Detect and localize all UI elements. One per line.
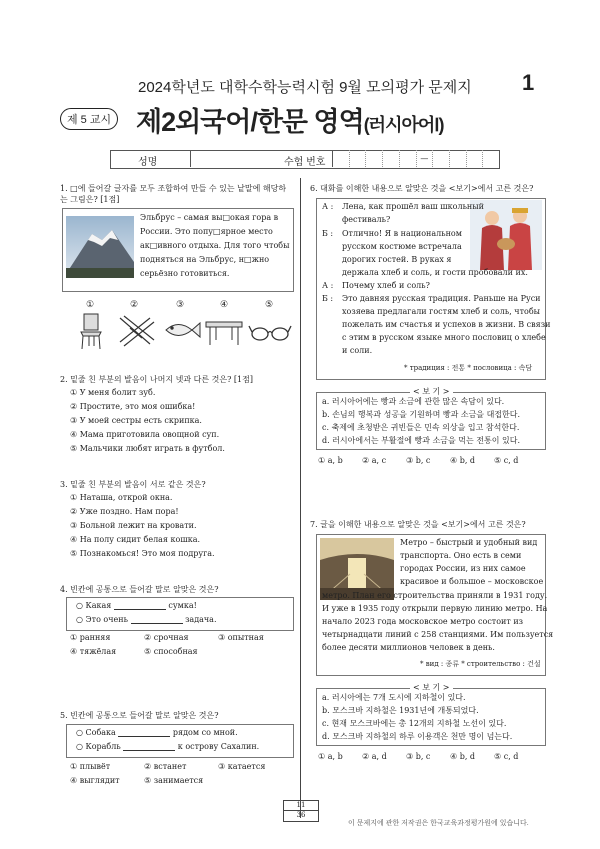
q1-stem: 1. □에 들어갈 글자를 모두 조합하여 만들 수 있는 낱말에 해당하는 그림은? [1점] [60,184,287,204]
q6-bogi-item: a. 러시아어에는 빵과 소금에 관한 많은 속담이 있다. [322,397,505,406]
q3-option[interactable]: ③ Больной лежит на кровати. [70,521,197,530]
q5-option[interactable]: ④ выглядит [70,776,120,785]
subject-main: 제2외국어/한문 영역 [136,107,364,137]
q7-gloss: * вид : 종류 * строительство : 건설 [420,660,541,668]
q7-line: более десяти миллионов человек в день. [322,643,495,652]
q6-gloss: * традиция : 전통 * пословица : 속담 [404,364,533,372]
page-counter [283,800,319,822]
q6-dialog-line: хозяева предлагали гостям хлеб и соль, чтобы [342,307,540,316]
q6-dialog-line: дорогих гостей. В руках я [342,255,452,264]
q1-option-label[interactable]: ⑤ [265,300,274,310]
q5-line [76,742,259,751]
q5-text: к острову Сахалин. [177,742,260,751]
q3-option[interactable]: ⑤ Познакомься! Это моя подруга. [70,549,215,558]
q6-bogi-item: b. 손님의 행복과 성공을 기원하며 빵과 소금을 대접한다. [322,410,521,419]
q7-line: Метро – быстрый и удобный вид [400,538,538,547]
q5-option[interactable]: ③ катается [218,762,266,771]
q7-option[interactable]: ④ b, d [450,752,476,761]
q7-line: метро. План его строительства приняли в 1931 году. [322,591,548,600]
q7-line: транспорта. Оно есть в семи [400,551,522,560]
mountain-image [66,216,134,278]
q1-option-label[interactable]: ③ [176,300,185,310]
q4-option[interactable]: ① ранняя [70,633,111,642]
q6-option[interactable]: ① a, b [318,456,343,465]
copyright-notice: 이 문제지에 관한 저작권은 한국교육과정평가원에 있습니다. [348,820,529,827]
q2-option[interactable]: ① У меня болит зуб. [70,388,156,397]
q2-stem: 2. 밑줄 친 부분의 발음이 나머지 넷과 다른 것은? [1점] [60,375,253,384]
q6-dialog-line: Это давняя русская традиция. Раньше на Руси [342,294,541,303]
q5-option[interactable]: ② встанет [144,762,187,771]
q6-bogi-title: < 보 기 > [410,386,453,397]
q2-option[interactable]: ③ У моей сестры есть скрипка. [70,416,202,425]
q6-bogi-item: c. 축제에 초청받은 귀빈들은 민속 의상을 입고 참석한다. [322,423,520,432]
q3-stem: 3. 밑줄 친 부분의 발음이 서로 같은 것은? [60,480,206,489]
q6-dialog-line: фестиваль? [342,215,391,224]
q6-dialog-line: и соли. [342,346,373,355]
q7-bogi-item: b. 모스크바 지하철은 1931년에 개통되었다. [322,706,479,715]
q7-bogi-item: d. 모스크바 지하철의 하루 이용객은 천만 명이 넘는다. [322,732,513,741]
q4-line [76,601,197,610]
q6-dialog-line: с этим в русском языке много пословиц о хлебе [342,333,546,342]
q7-bogi-title: < 보 기 > [410,682,453,693]
q7-option[interactable]: ① a, b [318,752,343,761]
q6-speaker: Б : [322,229,334,238]
fish-icon [162,318,202,342]
q4-text: задача. [185,615,217,624]
name-label: 성명 [138,157,158,168]
exam-number-label: 수험 번호 [284,157,326,168]
q4-option[interactable]: ② срочная [144,633,189,642]
exam-number-dash: — [417,150,434,167]
q6-option[interactable]: ③ b, c [406,456,431,465]
page-total: 36 [296,811,306,819]
q6-speaker: Б : [322,294,334,303]
q1-line: подняться на Эльбрус, н□жно [140,255,270,264]
q5-option[interactable]: ① плывёт [70,762,111,771]
q4-line [76,615,217,624]
subject-title [136,100,444,139]
q7-line: начало 2023 года московское метро состоит из [322,617,524,626]
column-divider [300,178,301,818]
q7-line: городах России, из них самое [400,564,526,573]
q4-blank [114,601,166,610]
q6-speaker: А : [322,281,334,290]
q3-option[interactable]: ① Наташа, открой окна. [70,493,173,502]
q5-text: ○ Собака [76,728,116,737]
q7-option[interactable]: ③ b, c [406,752,431,761]
q7-bogi-item: a. 러시아에는 7개 도시에 지하철이 있다. [322,693,466,702]
q6-dialog-line: Лена, как прошёл ваш школьный [342,202,484,211]
q1-option-label[interactable]: ① [86,300,95,310]
q5-text: ○ Корабль [76,742,121,751]
q7-bogi-item: c. 현재 모스크바에는 총 12개의 지하철 노선이 있다. [322,719,507,728]
q5-blank [123,742,175,751]
q7-stem: 7. 글을 이해한 내용으로 알맞은 것을 <보기>에서 고른 것은? [310,520,526,529]
q6-dialog-line: держала хлеб и соль, и гости пробовали их. [342,268,528,277]
q2-option[interactable]: ⑤ Мальчики любят играть в футбол. [70,444,225,453]
q4-option[interactable]: ④ тяжёлая [70,647,117,656]
exam-number-field[interactable] [332,150,499,167]
glasses-icon [248,320,292,344]
chair-icon [78,312,104,350]
q6-option[interactable]: ② a, c [362,456,387,465]
q6-dialog-line: русском костюме встречала [342,242,462,251]
q7-option[interactable]: ⑤ c, d [494,752,519,761]
q4-text: ○ Какая [76,601,112,610]
q4-stem: 4. 빈칸에 공통으로 들어갈 말로 알맞은 것은? [60,585,219,594]
q7-line: И уже в 1935 году открыли первую линию метро. На [322,604,548,613]
session-badge: 제 5 교시 [60,108,118,130]
subject-sub: (러시아어Ⅰ) [363,115,444,135]
q1-option-label[interactable]: ④ [220,300,229,310]
skis-icon [116,312,156,350]
q7-option[interactable]: ② a, d [362,752,387,761]
page-number: 1 [522,70,535,95]
q5-line [76,728,238,737]
q4-blank [131,615,183,624]
q7-line: красивое и большое – московское [400,577,544,586]
q5-blank [118,728,170,737]
q6-option[interactable]: ⑤ c, d [494,456,519,465]
q6-dialog-line: пожелать им счастья и успехов в жизни. В связи [342,320,551,329]
q2-option[interactable]: ④ Мама приготовила овощной суп. [70,430,220,439]
name-field[interactable] [190,150,269,167]
q6-speaker: А : [322,202,334,211]
q7-line: четырнадцати линий с 258 станциями. Им пользуется [322,630,554,639]
table-icon [204,318,244,346]
q1-option-label[interactable]: ② [130,300,139,310]
q4-text: ○ Это очень [76,615,128,624]
q3-option[interactable]: ② Уже поздно. Нам пора! [70,507,179,516]
q5-stem: 5. 빈칸에 공통으로 들어갈 말로 알맞은 것은? [60,711,219,720]
q6-bogi-item: d. 러시아에서는 부활절에 빵과 소금을 먹는 전통이 있다. [322,436,521,445]
q2-option[interactable]: ② Простите, это моя ошибка! [70,402,196,411]
q1-line: серьёзно готовиться. [140,269,230,278]
q6-stem: 6. 대화를 이해한 내용으로 알맞은 것을 <보기>에서 고른 것은? [310,184,534,193]
q6-dialog-line: Отлично! Я в национальном [342,229,462,238]
q1-line: России. Это попу□ярное место [140,227,273,236]
exam-title: 2024학년도 대학수학능력시험 9월 모의평가 문제지 [138,79,472,96]
q6-option[interactable]: ④ b, d [450,456,476,465]
q1-line: Эльбрус – самая вы□окая гора в [140,213,279,222]
q5-text: рядом со мной. [172,728,238,737]
q6-dialog-line: Почему хлеб и соль? [342,281,430,290]
q3-option[interactable]: ④ На полу сидит белая кошка. [70,535,201,544]
q5-option[interactable]: ⑤ занимается [144,776,204,785]
q4-option[interactable]: ⑤ способная [144,647,198,656]
page-current: 11 [284,801,318,811]
q4-text: сумка! [168,601,197,610]
q4-option[interactable]: ③ опытная [218,633,264,642]
q1-line: ак□ивного отдыха. Для того чтобы [140,241,290,250]
